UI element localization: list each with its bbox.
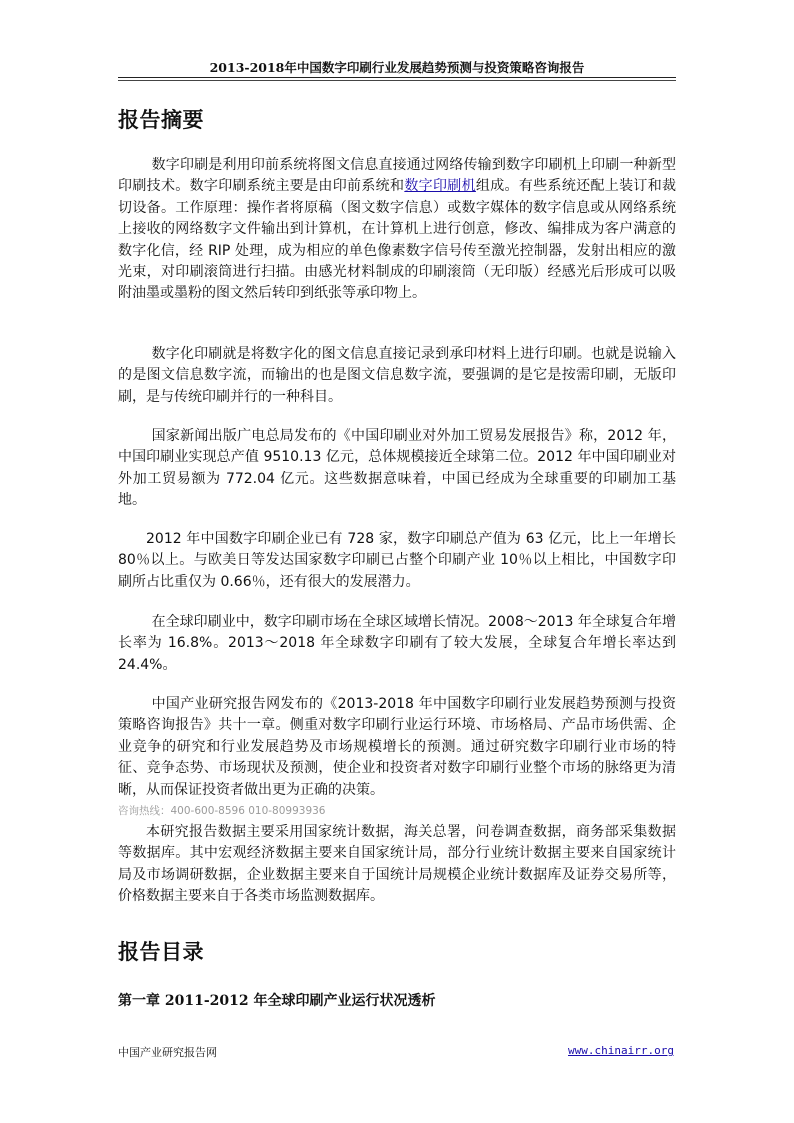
summary-paragraph-2: 数字化印刷就是将数字化的图文信息直接记录到承印材料上进行印刷。也就是说输入的是图文信息数字流，而输出的也是图文信息数字流，要强调的是它是按需印刷，无版印刷，是与传统印刷并行的一种科目。 <box>118 346 676 405</box>
toc-chapter-1[interactable]: 第一章 2011-2012 年全球印刷产业运行状况透析 <box>118 993 436 1009</box>
paragraph-text: 组成。有些系统还配上装订和裁切设备。工作原理：操作者将原稿（图文数字信息）或数字媒体的数字信息或从网络系统上接收的网络数字文件输出到计算机，在计算机上进行创意，修改、编排成为客户满意的数字化信，经 RIP 处理，成为相应的单色像素数字信号传至激光控制器，发射出相应的激光束，对印刷滚筒进行扫描。由感光材料制成的印刷滚筒（无印版）经感光后形成可以吸附油墨或墨粉的图文然后转印到纸张等承印物上。 <box>118 178 677 302</box>
summary-paragraph-4: 2012 年中国数字印刷企业已有 728 家，数字印刷总产值为 63 亿元，比上一年增长 80％以上。与欧美日等发达国家数字印刷已占整个印刷产业 10％以上相比，中国数字印刷所占比重仅为 0.66％，还有很大的发展潜力。 <box>118 531 676 590</box>
summary-heading: 报告摘要 <box>118 107 204 132</box>
summary-paragraph-7: 本研究报告数据主要采用国家统计数据，海关总署，问卷调查数据，商务部采集数据等数据库。其中宏观经济数据主要来自国家统计局，部分行业统计数据主要来自国家统计局及市场调研数据，企业数据主要来自于国统计局规模企业统计数据库及证券交易所等，价格数据主要来自于各类市场监测数据库。 <box>118 824 676 905</box>
toc-heading: 报告目录 <box>118 939 204 964</box>
digital-press-link[interactable]: 数字印刷机 <box>404 178 476 195</box>
summary-paragraph-1 <box>118 155 676 305</box>
paragraph-text: 数字印刷是利用印前系统将图文信息直接通过网络传输到数字印刷机上印刷一种新型印刷技术。数字印刷系统主要是由印前系统和 <box>118 157 676 195</box>
summary-paragraph-5: 在全球印刷业中，数字印刷市场在全球区域增长情况。2008～2013 年全球复合年增长率为 16.8%。2013～2018 年全球数字印刷有了较大发展，全球复合年增长率达到 24.4%。 <box>118 614 676 673</box>
running-header-title: 2013-2018年中国数字印刷行业发展趋势预测与投资策略咨询报告 <box>209 60 585 75</box>
summary-paragraph-3: 国家新闻出版广电总局发布的《中国印刷业对外加工贸易发展报告》称，2012 年，中国印刷业实现总产值 9510.13 亿元，总体规模接近全球第二位。2012 年中国印刷业对外加工贸易额为 772.04 亿元。这些数据意味着，中国已经成为全球重要的印刷加工基地。 <box>118 428 676 509</box>
hotline-text: 咨询热线：400-600-8596 010-80993936 <box>118 805 326 817</box>
header-rule <box>118 77 676 78</box>
summary-paragraph-6: 中国产业研究报告网发布的《2013-2018 年中国数字印刷行业发展趋势预测与投资策略咨询报告》共十一章。侧重对数字印刷行业运行环境、市场格局、产品市场供需、企业竞争的研究和行业发展趋势及市场规模增长的预测。通过研究数字印刷行业市场的特征、竞争态势、市场现状及预测，使企业和投资者对数字印刷行业整个市场的脉络更为清晰，从而保证投资者做出更为正确的决策。 <box>118 696 676 798</box>
header-rule-thin <box>118 80 676 81</box>
footer-site-name: 中国产业研究报告网 <box>118 1046 217 1059</box>
footer-site-url[interactable]: www.chinairr.org <box>568 1044 674 1057</box>
